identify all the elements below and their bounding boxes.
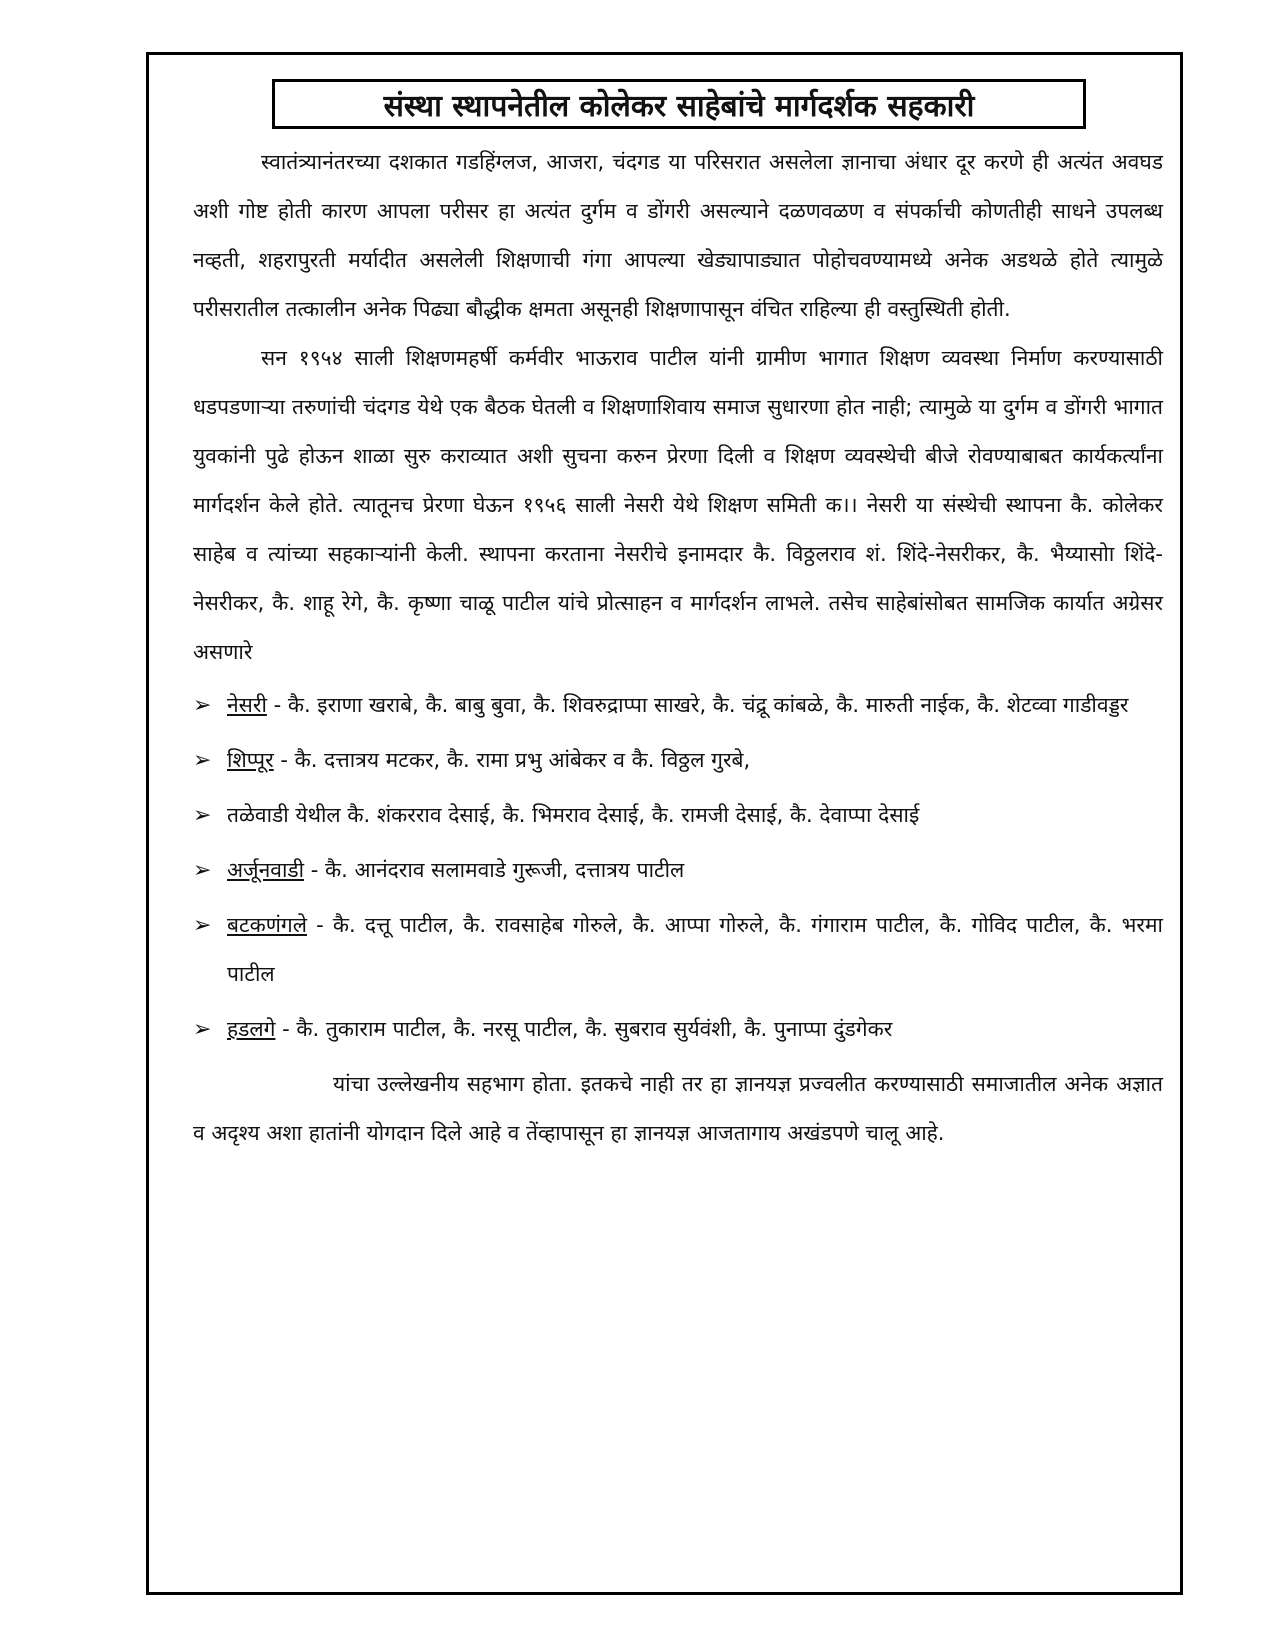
arrow-right-icon: ➢	[193, 748, 212, 773]
place-name: अर्जूनवाडी	[227, 858, 305, 882]
list-item	[193, 791, 1163, 840]
arrow-right-icon: ➢	[193, 858, 212, 883]
list-item	[193, 681, 1163, 730]
list-item	[193, 901, 1163, 999]
list-item-text: तळेवाडी येथील कै. शंकरराव देसाई, कै. भिमराव देसाई, कै. रामजी देसाई, कै. देवाप्पा देसाई	[227, 803, 920, 827]
closing-paragraph: यांचा उल्लेखनीय सहभाग होता. इतकचे नाही तर हा ज्ञानयज्ञ प्रज्वलीत करण्यासाठी समाजातील अनेक अज्ञात व अदृश्य अशा हातांनी योगदान दिले आहे व तेंव्हापासून हा ज्ञानयज्ञ आजतागाय अखंडपणे चालू आहे.	[193, 1072, 1163, 1145]
list-item-text: - कै. दत्तू पाटील, कै. रावसाहेब गोरुले, कै. आप्पा गोरुले, कै. गंगाराम पाटील, कै. गोविद पाटील, कै. भरमा पाटील	[227, 913, 1163, 986]
list-item-text: - कै. तुकाराम पाटील, कै. नरसू पाटील, कै. सुबराव सुर्यवंशी, कै. पुनाप्पा दुंडगेकर	[275, 1017, 893, 1041]
page-title	[272, 79, 1086, 129]
list-item	[193, 1005, 1163, 1054]
arrow-right-icon: ➢	[193, 693, 212, 718]
paragraph-1: स्वातंत्र्यानंतरच्या दशकात गडहिंग्लज, आजरा, चंदगड या परिसरात असलेला ज्ञानाचा अंधार दूर करणे ही अत्यंत अवघड अशी गोष्ट होती कारण आपला परीसर हा अत्यंत दुर्गम व डोंगरी असल्याने दळणवळण व संपर्काची कोणतीही साधने उपलब्ध नव्हती, शहरापुरती मर्यादीत असलेली शिक्षणाची गंगा आपल्या खेड्यापाड्यात पोहोचवण्यामध्ये अनेक अडथळे होते त्यामुळे परीसरातील तत्कालीन अनेक पिढ्या बौद्धीक क्षमता असूनही शिक्षणापासून वंचित राहिल्या ही वस्तुस्थिती होती.	[193, 150, 1163, 321]
arrow-right-icon: ➢	[193, 1017, 212, 1042]
list-item-text: - कै. इराणा खराबे, कै. बाबु बुवा, कै. शिवरुद्राप्पा साखरे, कै. चंद्रू कांबळे, कै. मारुती नाईक, कै. शेटव्वा गाडीवड्डर	[266, 693, 1129, 717]
list-item-text: - कै. दत्तात्रय मटकर, कै. रामा प्रभु आंबेकर व कै. विठ्ठल गुरबे,	[273, 748, 751, 772]
place-name: बटकणंगले	[227, 913, 307, 937]
arrow-right-icon: ➢	[193, 803, 212, 828]
list-item	[193, 846, 1163, 895]
place-name: हडलगे	[227, 1017, 276, 1041]
document-body	[193, 138, 1163, 1158]
list-item-text: - कै. आनंदराव सलामवाडे गुरूजी, दत्तात्रय पाटील	[304, 858, 685, 882]
list-item	[193, 736, 1163, 785]
paragraph-2: सन १९५४ साली शिक्षणमहर्षी कर्मवीर भाऊराव पाटील यांनी ग्रामीण भागात शिक्षण व्यवस्था निर्माण करण्यासाठी धडपडणाऱ्या तरुणांची चंदगड येथे एक बैठक घेतली व शिक्षणाशिवाय समाज सुधारणा होत नाही; त्यामुळे या दुर्गम व डोंगरी भागात युवकांनी पुढे होऊन शाळा सुरु कराव्यात अशी सुचना करुन प्रेरणा दिली व शिक्षण व्यवस्थेची बीजे रोवण्याबाबत कार्यकर्त्यांना मार्गदर्शन केले होते. त्यातूनच प्रेरणा घेऊन १९५६ साली नेसरी येथे शिक्षण समिती क।। नेसरी या संस्थेची स्थापना कै. कोलेकर साहेब व त्यांच्या सहकाऱ्यांनी केली. स्थापना करताना नेसरीचे इनामदार कै. विठ्ठलराव शं. शिंदे-नेसरीकर, कै. भैय्यासोा शिंदे-नेसरीकर, कै. शाहू रेगे, कै. कृष्णा चाळू पाटील यांचे प्रोत्साहन व मार्गदर्शन लाभले. तसेच साहेबांसोबत सामजिक कार्यात अग्रेसर असणारे	[193, 346, 1163, 664]
place-name: शिप्पूर	[227, 748, 274, 772]
page-title-text: संस्था स्थापनेतील कोलेकर साहेबांचे मार्गदर्शक सहकारी	[383, 88, 975, 124]
place-name: नेसरी	[227, 693, 267, 717]
arrow-right-icon: ➢	[193, 913, 212, 938]
contributors-list	[193, 681, 1163, 1054]
